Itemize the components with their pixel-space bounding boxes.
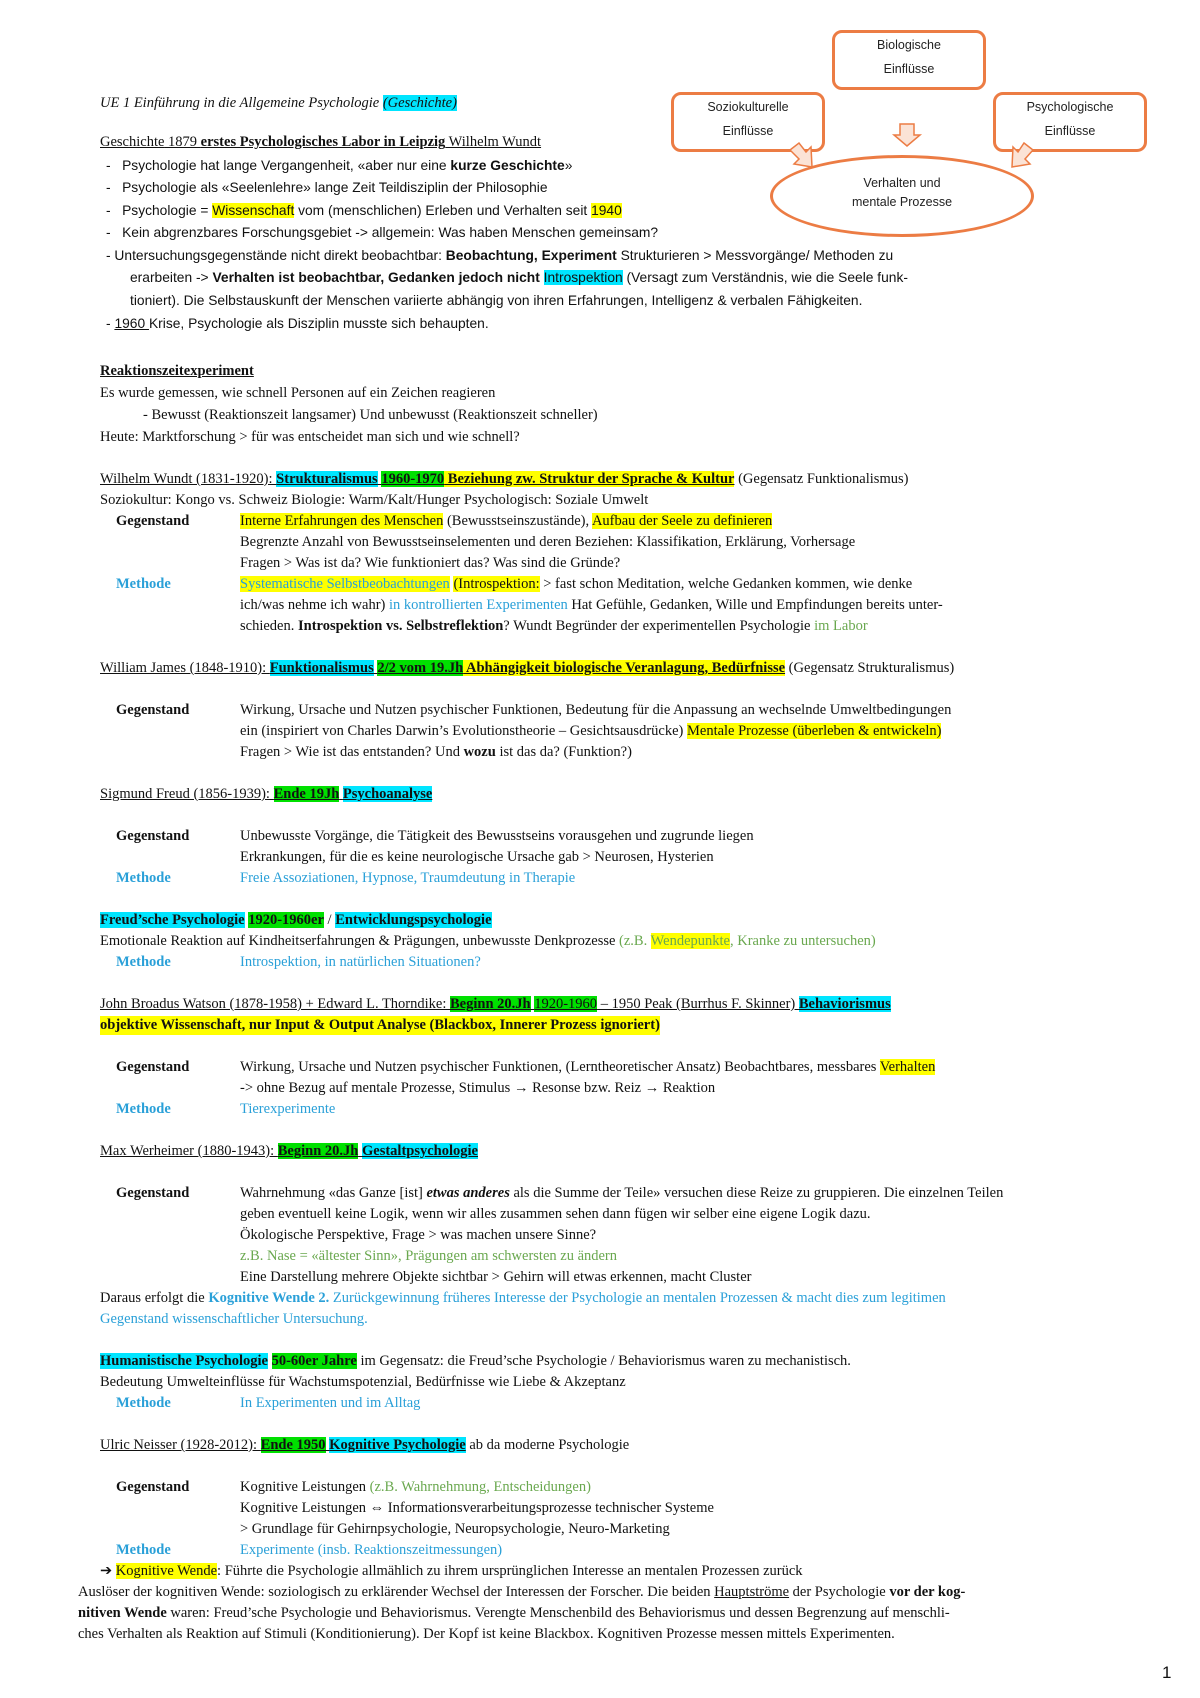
text: Beobachtung, Experiment — [445, 248, 617, 263]
text: Wendepunkte — [650, 933, 730, 949]
text: 50-60er Jahre — [271, 1353, 357, 1369]
text-line — [240, 617, 868, 636]
text: Freud’sche Psychologie — [100, 912, 245, 928]
text-line — [240, 1478, 591, 1497]
text: vom (menschlichen) Erleben und Verhalten seit — [294, 203, 592, 218]
methode-label: Methode — [116, 1542, 171, 1558]
text-line: Es wurde gemessen, wie schnell Personen auf ein Zeichen reagieren — [100, 385, 496, 401]
text-line: Bedeutung Umwelteinflüsse für Wachstumspotenzial, Bedürfnisse wie Liebe & Akzeptanz — [100, 1374, 626, 1390]
text: Gestaltpsychologie — [361, 1143, 478, 1159]
text-line — [240, 512, 772, 531]
text-line: Gegenstand wissenschaftlicher Untersuchung. — [100, 1311, 368, 1327]
text-line: - Bewusst (Reaktionszeit langsamer) Und unbewusst (Reaktionszeit schneller) — [143, 407, 598, 423]
wundt-heading — [100, 470, 908, 489]
text: Ulric Neisser (1928-2012): — [100, 1437, 261, 1453]
box-label: Soziokulturelle — [707, 100, 789, 114]
title-text: UE 1 Einführung in die Allgemeine Psychologie — [100, 95, 383, 111]
text: (Introspektion: — [453, 576, 540, 592]
watson-heading — [100, 995, 891, 1014]
text-line: Tierexperimente — [240, 1101, 336, 1117]
box-label: Einflüsse — [1044, 124, 1096, 138]
text: – 1950 Peak (Burrhus F. Skinner) — [597, 996, 799, 1012]
text: Interne Erfahrungen des Menschen — [240, 513, 444, 529]
text: Kognitive Wende 2. — [208, 1290, 330, 1306]
text: Kein abgrenzbares Forschungsgebiet -> allgemein: Was haben Menschen gemeinsam? — [122, 225, 659, 240]
freud-heading — [100, 785, 432, 804]
text: ich/was nehme ich wahr) — [240, 597, 389, 613]
james-heading — [100, 659, 954, 678]
text: wozu — [463, 744, 496, 760]
text: Aufbau der Seele zu definieren — [591, 513, 773, 529]
text: vor der kog- — [889, 1584, 966, 1600]
text-line: Wirkung, Ursache und Nutzen psychischer Funktionen, Bedeutung für die Anpassung an wechselnde Umweltbedingungen — [240, 702, 952, 718]
text: Ende 1950 — [260, 1437, 326, 1453]
text: Psychologie als «Seelenlehre» lange Zeit Teildisziplin der Philosophie — [122, 180, 548, 195]
text: Daraus erfolgt die — [100, 1290, 209, 1306]
text: / — [323, 912, 336, 928]
methode-label: Methode — [116, 1101, 171, 1117]
text: » — [564, 158, 573, 173]
text: 2/2 vom 19.Jh — [377, 660, 464, 676]
text: Emotionale Reaktion auf Kindheitserfahrungen & Prägungen, unbewusste Denkprozesse — [100, 933, 620, 949]
gegenstand-label: Gegenstand — [116, 1479, 190, 1495]
text: Der Kopf ist keine Blackbox. Kognitiven Prozesse messen mittels Experimenten. — [423, 1626, 895, 1642]
arrow-right-down-icon — [1012, 143, 1033, 167]
text: (z.B. Wahrnehmung, Entscheidungen) — [369, 1479, 591, 1495]
text: Auslöser der kognitiven Wende: soziologisch zu erklärender Wechsel der Interessen der Forscher. Die beiden — [78, 1584, 715, 1600]
arrow-right-icon: ➔ — [100, 1563, 116, 1579]
text: (Bewusstseinszustände), — [443, 513, 592, 529]
text: erstes Psychologisches Labor in Leipzig — [200, 134, 446, 150]
box-label: Biologische — [877, 38, 941, 52]
text: Sigmund Freud (1856-1939): — [100, 786, 274, 802]
text-line: Erkrankungen, für die es keine neurologische Ursache gab > Neurosen, Hysterien — [240, 849, 714, 865]
text-line — [240, 596, 943, 615]
neisser-heading — [100, 1436, 629, 1455]
bullet-item — [106, 314, 489, 333]
text: in kontrollierten Experimenten — [388, 597, 568, 613]
text: 1940 — [591, 203, 622, 218]
text: > fast schon Meditation, welche Gedanken kommen, wie denke — [539, 576, 913, 592]
text: Wahrnehmung «das Ganze [ist] — [240, 1185, 427, 1201]
text: Psychologie hat lange Vergangenheit, «aber nur eine — [122, 158, 451, 173]
text: der Psychologie — [789, 1584, 890, 1600]
text: , Kranke zu untersuchen) — [729, 933, 876, 949]
text-line: Unbewusste Vorgänge, die Tätigkeit des Bewusstseins vorausgehen und zugrunde liegen — [240, 828, 754, 844]
text: Kognitive Leistungen — [240, 1479, 370, 1495]
text-line: objektive Wissenschaft, nur Input & Output Analyse (Blackbox, Innerer Prozess ignoriert) — [100, 1017, 660, 1033]
text: ches Verhalten als Reaktion auf Stimuli (Konditionierung). — [78, 1626, 424, 1642]
methode-label: Methode — [116, 576, 171, 592]
gegenstand-label: Gegenstand — [116, 702, 190, 718]
text-line: geben eventuell keine Logik, wenn wir alles zusammen sehen dann fügen wir selber eine eigene Logik dazu. — [240, 1206, 871, 1222]
text: waren: Freud’sche Psychologie und Behaviorismus. Verengte Menschenbild des Behaviorismus und dessen Begrenzung auf menschli- — [166, 1605, 950, 1621]
text-line — [100, 1289, 946, 1308]
gegenstand-label: Gegenstand — [116, 1185, 190, 1201]
text: 1920-1960er — [248, 912, 324, 928]
text: Beginn 20.Jh — [450, 996, 531, 1012]
text: Mentale Prozesse (überleben & entwickeln) — [686, 723, 942, 739]
text: Strukturieren > Messvorgänge/ Methoden zu — [616, 248, 894, 263]
text: Psychologie = — [122, 203, 213, 218]
text: Hat Gefühle, Gedanken, Wille und Empfindungen bereits unter- — [567, 597, 943, 613]
text: Wissenschaft — [212, 203, 295, 218]
text: Introspektion vs. Selbstreflektion — [297, 618, 504, 634]
text-line: z.B. Nase = «ältester Sinn», Prägungen am schwersten zu ändern — [240, 1248, 618, 1264]
arrow-left-down-icon — [790, 143, 812, 167]
text: nitiven Wende — [78, 1605, 167, 1621]
ellipse-label: mentale Prozesse — [851, 195, 953, 209]
text: ? Wundt Begründer der experimentellen Psychologie — [503, 618, 815, 634]
text-line — [78, 1583, 965, 1602]
text-line — [240, 722, 941, 741]
text-line: Kognitive Leistungen ⇔ Informationsverarbeitungsprozesse technischer Systeme — [240, 1500, 714, 1516]
text-line: Experimente (insb. Reaktionszeitmessungen) — [240, 1542, 503, 1558]
text-line: In Experimenten und im Alltag — [240, 1395, 421, 1411]
text: Humanistische Psychologie — [100, 1353, 268, 1369]
text: Behaviorismus — [798, 996, 891, 1012]
text-line: > Grundlage für Gehirnpsychologie, Neuropsychologie, Neuro-Marketing — [240, 1521, 670, 1537]
text: Geschichte — [100, 134, 165, 150]
text: erarbeiten -> — [130, 270, 213, 285]
arrow-down-icon — [894, 124, 920, 146]
text: (Versagt zum Verständnis, wie die Seele funk- — [622, 270, 908, 285]
text: kurze Geschichte — [450, 158, 565, 173]
text: Funktionalismus — [269, 660, 374, 676]
text-line — [240, 1058, 935, 1077]
text-line: Introspektion, in natürlichen Situationen? — [240, 954, 481, 970]
gegenstand-label: Gegenstand — [116, 828, 190, 844]
text: William James (1848-1910): — [100, 660, 270, 676]
text: als die Summe der Teile» versuchen diese Reize zu gruppieren. Die einzelnen Teilen — [509, 1185, 1004, 1201]
text-line — [78, 1604, 950, 1623]
kognitive-wende-line — [100, 1562, 803, 1581]
text: Psychoanalyse — [342, 786, 433, 802]
text: Wilhelm Wundt — [445, 134, 542, 150]
humanist-heading — [100, 1352, 851, 1371]
text: (Gegensatz Strukturalismus) — [785, 660, 955, 676]
text: Fragen > Wie ist das entstanden? Und — [240, 744, 464, 760]
document-title — [100, 94, 457, 113]
text-line: Ökologische Perspektive, Frage > was machen unsere Sinne? — [240, 1227, 597, 1243]
text-line — [100, 932, 876, 951]
text: (z.B. — [619, 933, 651, 949]
text: ein (inspiriert von Charles Darwin’s Evolutionstheorie – Gesichtsausdrücke) — [240, 723, 687, 739]
geschichte-line — [100, 133, 541, 152]
text: schieden. — [240, 618, 298, 634]
text: Max Werheimer (1880-1943): — [100, 1143, 278, 1159]
text: Hauptströme — [714, 1584, 790, 1600]
text: 1879 — [164, 134, 201, 150]
text: ist das da? (Funktion?) — [495, 744, 632, 760]
text-line: Fragen > Was ist da? Wie funktioniert das? Was sind die Gründe? — [240, 555, 621, 571]
text: Systematische Selbstbeobachtungen — [240, 576, 450, 592]
text: Beginn 20.Jh — [277, 1143, 359, 1159]
page-number: 1 — [1162, 1663, 1172, 1682]
text-line: Begrenzte Anzahl von Bewusstseinselementen und deren Beziehen: Klassifikation, Erklärung, Vorhersage — [240, 534, 856, 550]
text: Entwicklungspsychologie — [335, 912, 492, 928]
text: ab da moderne Psychologie — [465, 1437, 630, 1453]
ellipse-label: Verhalten und — [863, 176, 941, 190]
text: Verhalten ist beobachtbar, Gedanken jedoch nicht — [212, 270, 540, 285]
text-line: Soziokultur: Kongo vs. Schweiz Biologie: Warm/Kalt/Hunger Psychologisch: Soziale Umwelt — [100, 492, 649, 508]
methode-label: Methode — [116, 954, 171, 970]
text: etwas anderes — [426, 1185, 510, 1201]
bullet-continuation — [130, 268, 908, 287]
gegenstand-label: Gegenstand — [116, 513, 190, 529]
bullet-item: - Kein abgrenzbares Forschungsgebiet -> allgemein: Was haben Menschen gemeinsam? — [106, 225, 659, 240]
wertheimer-heading — [100, 1142, 478, 1161]
text-line: -> ohne Bezug auf mentale Prozesse, Stimulus → Resonse bzw. Reiz → Reaktion — [240, 1080, 716, 1096]
freudsche-heading — [100, 911, 492, 930]
text-line — [240, 1184, 1003, 1203]
text: 1920-1960 — [534, 996, 598, 1012]
text: 1960-1970 — [381, 471, 445, 487]
text-line: Heute: Marktforschung > für was entscheidet man sich und wie schnell? — [100, 429, 520, 445]
text: Ende 19Jh — [273, 786, 340, 802]
gegenstand-label: Gegenstand — [116, 1059, 190, 1075]
text: - — [106, 316, 115, 331]
text: Kognitive Psychologie — [329, 1437, 466, 1453]
methode-label: Methode — [116, 870, 171, 886]
text: John Broadus Watson (1878-1958) + Edward L. Thorndike: — [100, 996, 450, 1012]
text: Verhalten — [879, 1059, 936, 1075]
text: - Untersuchungsgegenstände nicht direkt beobachtbar: — [106, 248, 446, 263]
box-label: Einflüsse — [722, 124, 774, 138]
text: Introspektion — [543, 270, 623, 285]
bullet-item — [106, 246, 893, 265]
box-label: Psychologische — [1026, 100, 1114, 114]
text: Krise, Psychologie als Disziplin musste sich behaupten. — [148, 316, 489, 331]
section-heading: Reaktionszeitexperiment — [100, 363, 254, 379]
text: Strukturalismus — [276, 471, 378, 487]
bullet-item: - Psychologie hat lange Vergangenheit, «aber nur eine kurze Geschichte» — [106, 158, 573, 173]
text: 1960 — [114, 316, 149, 331]
text: (Gegensatz Funktionalismus) — [734, 471, 909, 487]
text: Abhängigkeit biologische Veranlagung, Bedürfnisse — [463, 660, 786, 676]
text: : Führte die Psychologie allmählich zu ihrem ursprünglichen Interesse an mentalen Prozessen zurück — [217, 1563, 803, 1579]
text: Kognitive Wende — [115, 1563, 218, 1579]
box-label: Einflüsse — [883, 62, 935, 76]
bullet-item: - Psychologie als «Seelenlehre» lange Zeit Teildisziplin der Philosophie — [106, 180, 548, 195]
bullet-continuation — [130, 291, 862, 310]
text-line: Freie Assoziationen, Hypnose, Traumdeutung in Therapie — [240, 870, 576, 886]
bullet-item: - Psychologie = Wissenschaft vom (menschlichen) Erleben und Verhalten seit 1940 — [106, 203, 622, 218]
text-line: Eine Darstellung mehrere Objekte sichtbar > Gehirn will etwas erkennen, macht Cluster — [240, 1269, 752, 1285]
text-line — [78, 1625, 895, 1644]
text: im Labor — [814, 618, 868, 634]
text: Beziehung zw. Struktur der Sprache & Kultur — [444, 471, 735, 487]
text: Wilhelm Wundt (1831-1920): — [100, 471, 277, 487]
text: Zurückgewinnung früheres Interesse der Psychologie an mentalen Prozessen & macht dies zum legitimen — [329, 1290, 946, 1306]
text: tioniert). Die Selbstauskunft der Menschen variierte abhängig von ihren Erfahrungen, Intelligenz & verbalen Fähigkeiten. — [130, 293, 863, 308]
methode-label: Methode — [116, 1395, 171, 1411]
title-highlight: (Geschichte) — [382, 95, 457, 111]
text: Wirkung, Ursache und Nutzen psychischer Funktionen, (Lerntheoretischer Ansatz) Beobachtbares, messbares — [240, 1059, 880, 1075]
text-line — [240, 575, 912, 594]
text: im Gegensatz: die Freud’sche Psychologie / Behaviorismus waren zu mechanistisch. — [356, 1353, 851, 1369]
diagram-arrows — [0, 0, 1200, 260]
text-line — [240, 743, 632, 762]
